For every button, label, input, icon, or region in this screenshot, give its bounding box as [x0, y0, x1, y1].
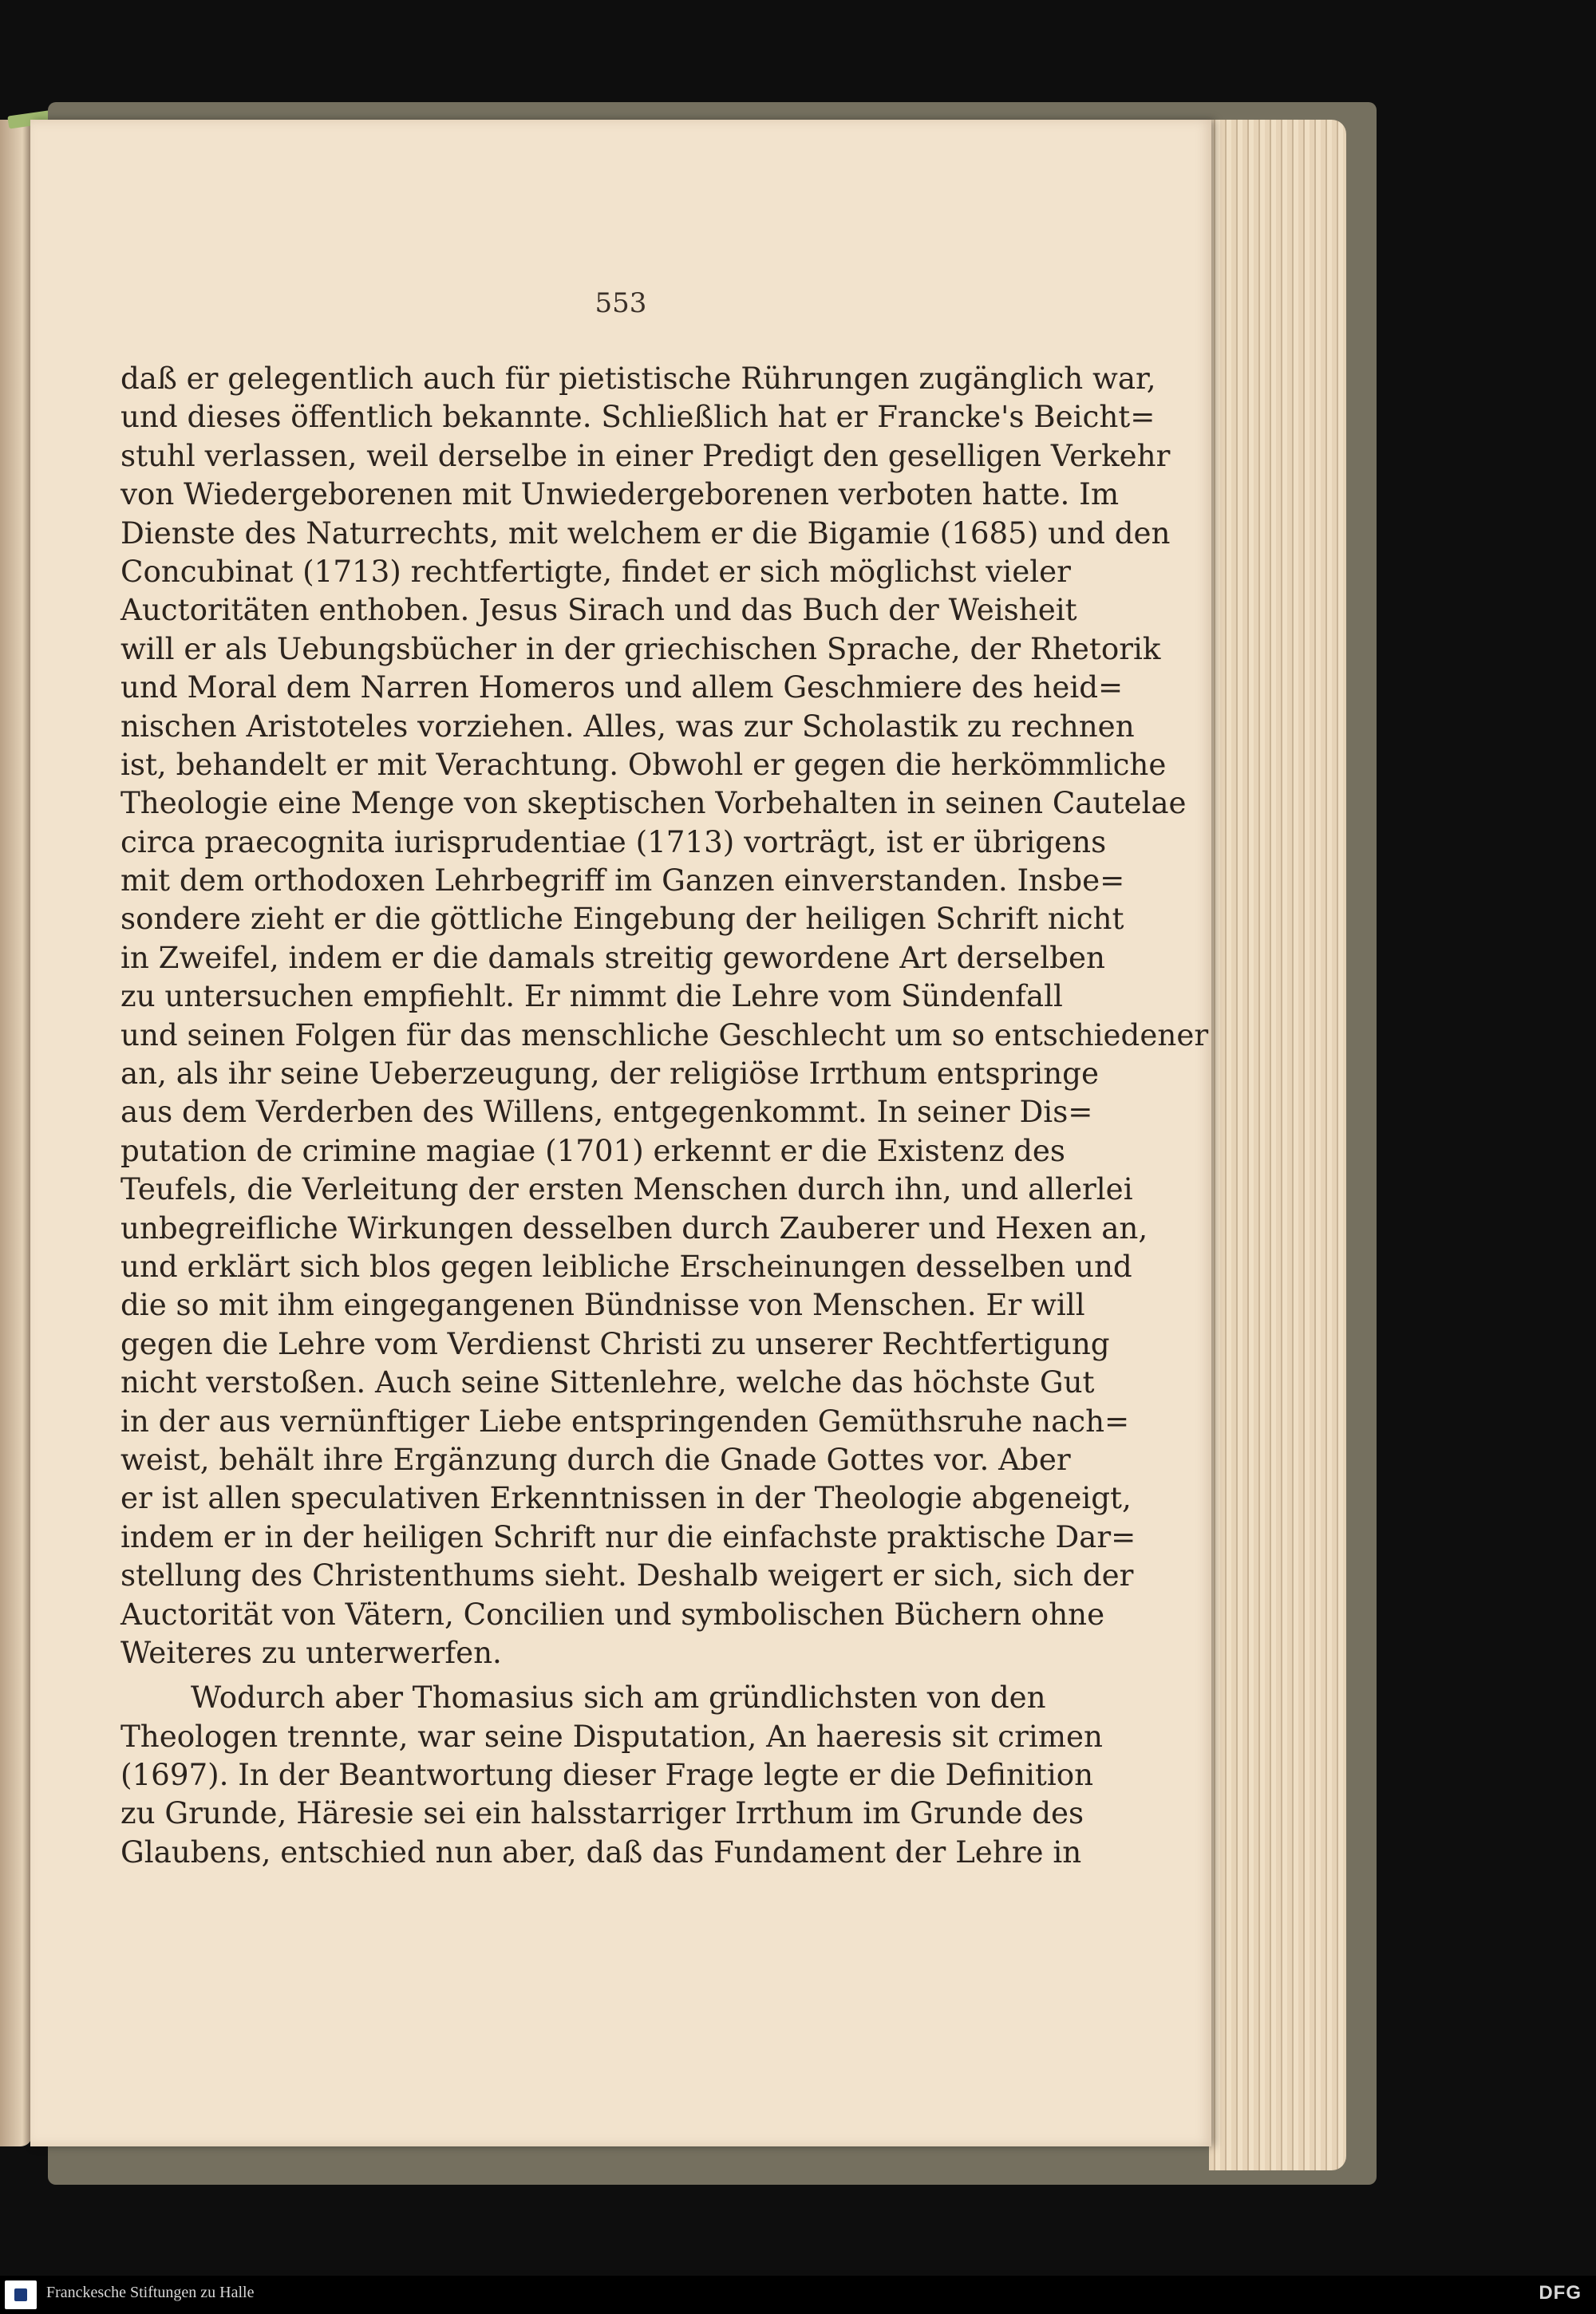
text-line: an, als ihr seine Ueberzeugung, der religiöse Irrthum entspringe	[120, 1056, 1099, 1092]
text-line: nicht verstoßen. Auch seine Sittenlehre, welche das höchste Gut	[120, 1364, 1095, 1400]
text-line: in Zweifel, indem er die damals streitig gewordene Art derselben	[120, 939, 1105, 975]
text-line: weist, behält ihre Ergänzung durch die Gnade Gottes vor. Aber	[120, 1441, 1071, 1477]
text-line: Dienste des Naturrechts, mit welchem er die Bigamie (1685) und den	[120, 515, 1171, 551]
text-line: (1697). In der Beantwortung dieser Frage legte er die Definition	[120, 1757, 1094, 1793]
text-line: und Moral dem Narren Homeros und allem Geschmiere des heid=	[120, 669, 1124, 705]
text-line: von Wiedergeborenen mit Unwiedergeborenen verboten hatte. Im	[120, 476, 1120, 512]
text-line: Auctorität von Vätern, Concilien und symbolischen Büchern ohne	[120, 1596, 1105, 1632]
viewer-footer	[0, 2276, 1596, 2314]
text-line: und erklärt sich blos gegen leibliche Erscheinungen desselben und	[120, 1248, 1132, 1284]
text-line: putation de crimine magiae (1701) erkennt er die Existenz des	[120, 1132, 1065, 1168]
text-line: circa praecognita iurisprudentiae (1713) vorträgt, ist er übrigens	[120, 823, 1107, 859]
text-line: sondere zieht er die göttliche Eingebung der heiligen Schrift nicht	[120, 901, 1124, 937]
text-line: zu Grunde, Häresie sei ein halsstarriger Irrthum im Grunde des	[120, 1795, 1084, 1831]
text-line: Auctoritäten enthoben. Jesus Sirach und das Buch der Weisheit	[120, 592, 1077, 628]
page-number: 553	[595, 287, 647, 319]
text-line: stellung des Christenthums sieht. Deshalb weigert er sich, sich der	[120, 1558, 1134, 1593]
previous-page-edge	[0, 120, 32, 2146]
text-line: aus dem Verderben des Willens, entgegenkommt. In seiner Dis=	[120, 1094, 1093, 1130]
text-line: ist, behandelt er mit Verachtung. Obwohl er gegen die herkömmliche	[120, 746, 1167, 782]
book-page	[30, 120, 1211, 2146]
text-line: zu untersuchen empfiehlt. Er nimmt die Lehre vom Sündenfall	[120, 978, 1063, 1014]
text-line: gegen die Lehre vom Verdienst Christi zu unserer Rechtfertigung	[120, 1325, 1110, 1361]
body-text	[120, 359, 1209, 1871]
text-line: und seinen Folgen für das menschliche Geschlecht um so entschiedener	[120, 1017, 1209, 1052]
institution-name[interactable]: Franckesche Stiftungen zu Halle	[46, 2284, 255, 2301]
institution-logo-icon[interactable]	[5, 2280, 37, 2309]
text-line: und dieses öffentlich bekannte. Schließlich hat er Francke's Beicht=	[120, 399, 1156, 435]
text-line: unbegreifliche Wirkungen desselben durch Zauberer und Hexen an,	[120, 1210, 1148, 1246]
text-line: die so mit ihm eingegangenen Bündnisse von Menschen. Er will	[120, 1287, 1085, 1323]
paragraph-end-line: Weiteres zu unterwerfen.	[120, 1634, 502, 1670]
text-line: daß er gelegentlich auch für pietistische Rührungen zugänglich war,	[120, 361, 1156, 396]
text-line: mit dem orthodoxen Lehrbegriff im Ganzen einverstanden. Insbe=	[120, 863, 1125, 898]
text-line: Glaubens, entschied nun aber, daß das Fundament der Lehre in	[120, 1834, 1082, 1870]
text-line: will er als Uebungsbücher in der griechischen Sprache, der Rhetorik	[120, 630, 1161, 666]
text-line: Concubinat (1713) rechtfertigte, findet er sich möglichst vieler	[120, 553, 1071, 589]
text-line: Theologen trennte, war seine Disputation, An haeresis sit crimen	[120, 1718, 1103, 1754]
text-line: in der aus vernünftiger Liebe entspringenden Gemüthsruhe nach=	[120, 1403, 1130, 1439]
page-edges	[1209, 120, 1346, 2170]
text-line: stuhl verlassen, weil derselbe in einer Predigt den geselligen Verkehr	[120, 437, 1171, 473]
text-line: er ist allen speculativen Erkenntnissen in der Theologie abgeneigt,	[120, 1480, 1132, 1516]
dfg-badge[interactable]: DFG	[1539, 2282, 1582, 2304]
paragraph-gap	[120, 1672, 1034, 1678]
text-line: indem er in der heiligen Schrift nur die einfachste praktische Dar=	[120, 1518, 1136, 1554]
text-line: nischen Aristoteles vorziehen. Alles, was zur Scholastik zu rechnen	[120, 708, 1135, 744]
paragraph-start-line: Wodurch aber Thomasius sich am gründlichsten von den	[191, 1680, 1046, 1716]
text-line: Theologie eine Menge von skeptischen Vorbehalten in seinen Cautelae	[120, 785, 1187, 821]
text-line: Teufels, die Verleitung der ersten Menschen durch ihn, und allerlei	[120, 1171, 1133, 1207]
